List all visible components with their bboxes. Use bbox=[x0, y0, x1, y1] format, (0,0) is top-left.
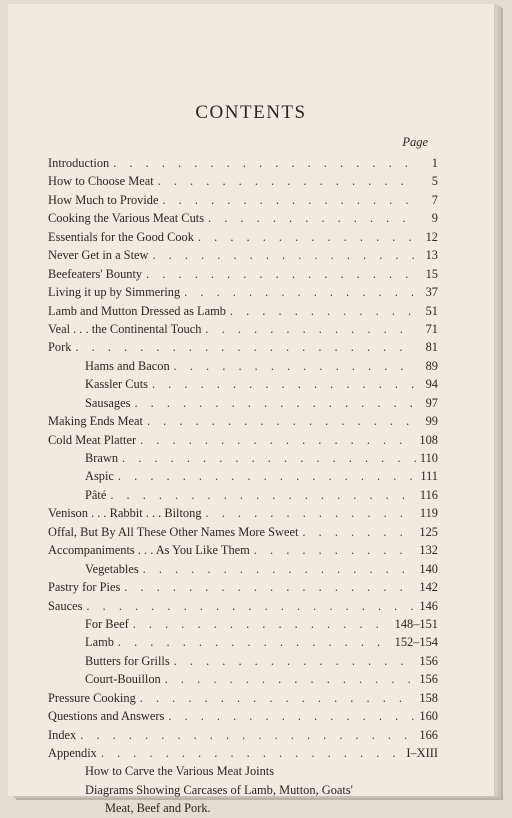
toc-entry bbox=[48, 246, 438, 264]
toc-entry-page: 140 bbox=[419, 561, 438, 576]
dot-leader bbox=[174, 357, 416, 375]
toc-entry-page: 1 bbox=[431, 156, 438, 170]
toc-entry bbox=[48, 302, 438, 320]
dot-leader bbox=[110, 486, 416, 504]
dot-leader bbox=[165, 670, 416, 688]
toc-entry-page: 156 bbox=[419, 653, 438, 668]
toc-entry-title: Beefeaters' Bounty bbox=[48, 266, 143, 281]
appendix-subline: Meat, Beef and Pork. bbox=[105, 801, 211, 816]
toc-entry-title: Accompaniments . . . As You Like Them bbox=[48, 543, 250, 558]
toc-entry-page: 99 bbox=[425, 414, 438, 429]
toc-entry bbox=[48, 578, 438, 596]
toc-entry bbox=[48, 670, 438, 688]
toc-entry bbox=[48, 486, 438, 504]
dot-leader bbox=[140, 689, 416, 707]
dot-leader bbox=[254, 541, 416, 559]
toc-entry-page: 142 bbox=[419, 580, 438, 595]
toc-entry-title: Making Ends Meat bbox=[48, 414, 143, 429]
toc-entry bbox=[48, 283, 438, 301]
toc-entry-title: Hams and Bacon bbox=[85, 358, 170, 373]
toc-entry bbox=[48, 338, 438, 356]
dot-leader bbox=[152, 246, 416, 264]
contents-heading: CONTENTS bbox=[195, 102, 307, 123]
toc-entry-page: 37 bbox=[425, 285, 438, 300]
toc-entry-page: 125 bbox=[419, 524, 438, 539]
toc-entry bbox=[48, 560, 438, 578]
toc-entry-page: 108 bbox=[419, 432, 438, 447]
toc-entry-page: 51 bbox=[425, 303, 438, 318]
toc-entry bbox=[48, 265, 438, 283]
toc-entry-page: 148–151 bbox=[394, 616, 438, 631]
toc-entry-title: Pressure Cooking bbox=[48, 690, 136, 705]
table-of-contents bbox=[48, 154, 438, 818]
toc-entry bbox=[48, 431, 438, 449]
toc-entry bbox=[48, 615, 438, 633]
dot-leader bbox=[124, 578, 415, 596]
toc-entry bbox=[48, 652, 438, 670]
toc-entry-page: 132 bbox=[419, 543, 438, 558]
toc-entry bbox=[48, 412, 438, 430]
toc-entry bbox=[48, 633, 438, 651]
dot-leader bbox=[230, 302, 416, 320]
dot-leader bbox=[152, 375, 416, 393]
dot-leader bbox=[134, 394, 416, 412]
dot-leader bbox=[118, 467, 416, 485]
toc-entry-title: Aspic bbox=[85, 469, 114, 484]
toc-entry-title: Kassler Cuts bbox=[85, 377, 148, 392]
toc-entry-title: For Beef bbox=[85, 616, 129, 631]
toc-entry-page: 15 bbox=[425, 266, 438, 281]
dot-leader bbox=[206, 504, 416, 522]
dot-leader bbox=[208, 209, 416, 227]
toc-entry-list bbox=[48, 154, 438, 762]
toc-entry-page: 166 bbox=[419, 727, 438, 742]
book-page bbox=[8, 4, 495, 816]
toc-entry bbox=[48, 357, 438, 375]
toc-entry-title: Sausages bbox=[85, 395, 131, 410]
toc-entry-page: 110 bbox=[419, 451, 438, 465]
toc-entry bbox=[48, 707, 438, 725]
toc-entry-title: Appendix bbox=[48, 746, 97, 760]
toc-entry-page: 152–154 bbox=[394, 635, 438, 650]
toc-entry-title: Sauces bbox=[48, 598, 83, 613]
toc-entry-title: Introduction bbox=[48, 156, 110, 170]
toc-entry bbox=[48, 394, 438, 412]
dot-leader bbox=[198, 228, 416, 246]
toc-entry-page: 146 bbox=[419, 598, 438, 613]
dot-leader bbox=[101, 744, 402, 762]
toc-entry-title: How to Choose Meat bbox=[48, 174, 154, 189]
toc-entry-page: 119 bbox=[419, 506, 438, 521]
toc-entry-title: Pork bbox=[48, 340, 72, 355]
dot-leader bbox=[174, 652, 416, 670]
toc-entry bbox=[48, 320, 438, 338]
toc-entry-title: Never Get in a Stew bbox=[48, 248, 149, 263]
toc-entry-title: Offal, But By All These Other Names More Sweet bbox=[48, 524, 299, 539]
appendix-subline: How to Carve the Various Meat Joints bbox=[85, 764, 275, 779]
toc-entry-page: 12 bbox=[425, 229, 438, 244]
toc-entry-page: 89 bbox=[425, 358, 438, 373]
toc-entry-title: Essentials for the Good Cook bbox=[48, 229, 194, 244]
toc-entry-title: Living it up by Simmering bbox=[48, 285, 181, 300]
dot-leader bbox=[133, 615, 391, 633]
toc-entry-title: Court-Bouillon bbox=[85, 672, 161, 687]
toc-entry-page: 160 bbox=[419, 709, 438, 724]
dot-leader bbox=[140, 431, 415, 449]
toc-entry-page: 13 bbox=[425, 248, 438, 263]
dot-leader bbox=[205, 320, 416, 338]
toc-entry bbox=[48, 504, 438, 522]
toc-entry-page: 81 bbox=[425, 340, 438, 355]
toc-entry-title: Index bbox=[48, 727, 77, 742]
toc-entry-title: Venison . . . Rabbit . . . Biltong bbox=[48, 506, 202, 521]
toc-entry-title: Brawn bbox=[85, 451, 119, 465]
dot-leader bbox=[143, 560, 416, 578]
toc-entry-title: Cooking the Various Meat Cuts bbox=[48, 211, 205, 226]
toc-entry bbox=[48, 449, 438, 467]
appendix-subline: Diagrams Showing Carcases of Lamb, Mutton, Goats' bbox=[85, 782, 353, 797]
toc-entry-page: 71 bbox=[425, 321, 438, 336]
dot-leader bbox=[168, 707, 415, 725]
dot-leader bbox=[75, 338, 416, 356]
toc-entry-title: Lamb bbox=[85, 635, 114, 650]
toc-entry-page: 9 bbox=[431, 211, 438, 226]
toc-entry-title: Questions and Answers bbox=[48, 709, 165, 724]
toc-entry-page: 158 bbox=[419, 690, 438, 705]
toc-entry bbox=[48, 154, 438, 172]
toc-entry-title: Butters for Grills bbox=[85, 653, 170, 668]
toc-entry bbox=[48, 726, 438, 744]
toc-entry bbox=[48, 209, 438, 227]
dot-leader bbox=[302, 523, 415, 541]
toc-entry-page: I–XIII bbox=[406, 746, 438, 760]
toc-entry-page: 156 bbox=[419, 672, 438, 687]
dot-leader bbox=[80, 726, 415, 744]
toc-entry bbox=[48, 375, 438, 393]
dot-leader bbox=[147, 412, 416, 430]
toc-entry-page: 111 bbox=[420, 469, 438, 484]
toc-entry-page: 5 bbox=[431, 174, 438, 189]
toc-entry bbox=[48, 689, 438, 707]
toc-entry bbox=[48, 744, 438, 762]
toc-entry bbox=[48, 228, 438, 246]
toc-entry-page: 97 bbox=[425, 395, 438, 410]
toc-entry-title: Veal . . . the Continental Touch bbox=[48, 321, 202, 336]
toc-entry-title: Vegetables bbox=[85, 561, 139, 576]
toc-entry-title: Pâté bbox=[85, 487, 107, 502]
toc-entry-page: 116 bbox=[419, 487, 438, 502]
toc-entry-title: Cold Meat Platter bbox=[48, 432, 137, 447]
toc-entry-title: Pastry for Pies bbox=[48, 580, 121, 595]
toc-entry bbox=[48, 597, 438, 615]
toc-entry bbox=[48, 191, 438, 209]
dot-leader bbox=[162, 191, 416, 209]
dot-leader bbox=[146, 265, 416, 283]
toc-entry bbox=[48, 467, 438, 485]
dot-leader bbox=[184, 283, 416, 301]
dot-leader bbox=[122, 449, 416, 467]
toc-entry-title: How Much to Provide bbox=[48, 192, 159, 207]
toc-entry-page: 7 bbox=[431, 192, 438, 207]
dot-leader bbox=[86, 597, 415, 615]
toc-entry bbox=[48, 172, 438, 190]
dot-leader bbox=[118, 633, 391, 651]
toc-entry bbox=[48, 541, 438, 559]
toc-entry-title: Lamb and Mutton Dressed as Lamb bbox=[48, 303, 226, 318]
toc-entry bbox=[48, 523, 438, 541]
toc-entry-page: 94 bbox=[425, 377, 438, 392]
dot-leader bbox=[113, 154, 416, 172]
dot-leader bbox=[158, 172, 416, 190]
page-column-label: Page bbox=[402, 135, 428, 149]
